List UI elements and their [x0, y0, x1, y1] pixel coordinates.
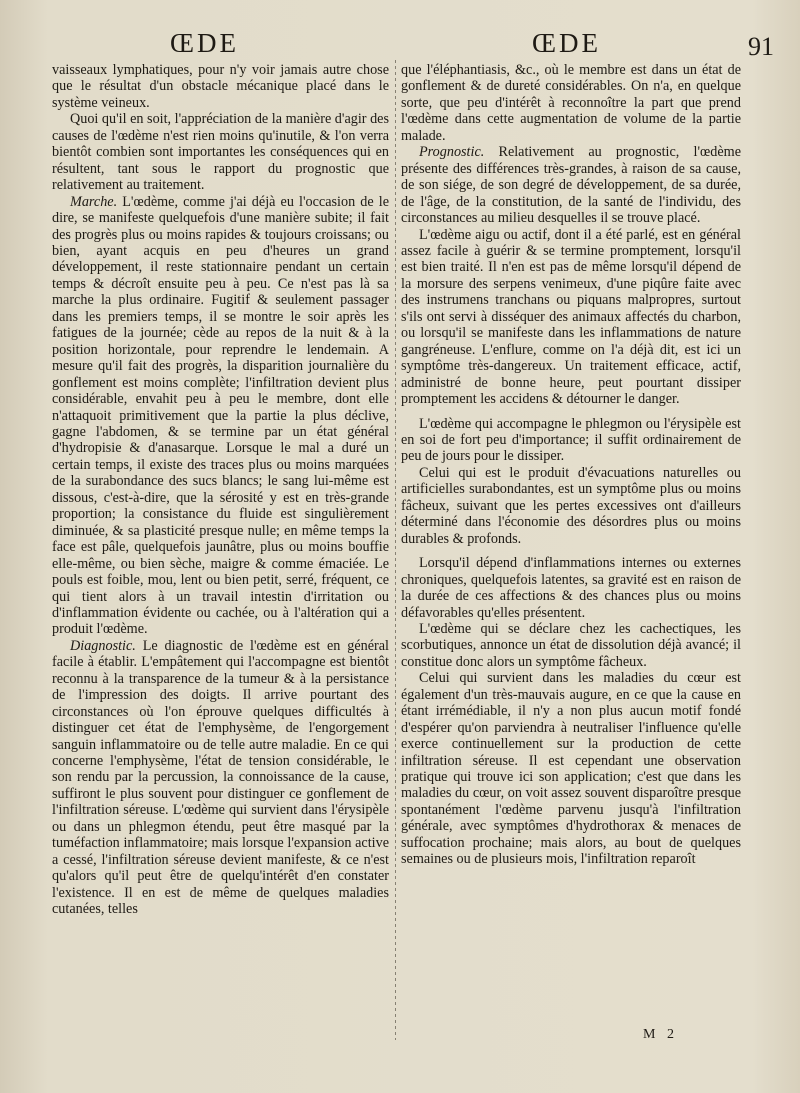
section-lead: Marche.	[70, 193, 118, 210]
signature-mark: M 2	[643, 1027, 678, 1042]
paragraph: Quoi qu'il en soit, l'appréciation de la manière d'agir des causes de l'œdème n'est rien moins qu'inutile, & l'on verra bientôt combien sont importantes les conséquences qui en résultent, tant sous le rapport du prognostic que relativement au traitement.	[52, 111, 389, 194]
running-title-left: ŒDE	[170, 28, 239, 58]
paragraph: vaisseaux lymphatiques, pour n'y voir jamais autre chose que le résultat d'un obstacle mécanique placé dans le système veineux.	[52, 62, 389, 111]
column-divider	[395, 60, 396, 1040]
paragraph: Celui qui est le produit d'évacuations naturelles ou artificielles surabondantes, est un symptôme plus ou moins fâcheux, suivant que les pertes excessives ont d'ailleurs déterminé dans l'économie des désordres plus ou moins durables & profonds.	[401, 464, 741, 547]
left-column	[52, 62, 389, 918]
right-column	[401, 62, 741, 868]
running-title-right: ŒDE	[532, 28, 601, 58]
section-lead: Prognostic.	[419, 144, 485, 161]
paragraph-marche: Marche. L'œdème, comme j'ai déjà eu l'occasion de le dire, se manifeste quelquefois d'une manière subite; il fait des progrès plus ou moins rapides & toujours croissans; ou bien, ayant acquis en peu d'heures un grand développement, il reste stationnaire pendant un certain temps & décroît ensuite peu à peu. Ce n'est pas là sa marche la plus ordinaire. Fugitif & seulement passager dans les premiers temps, il se montre le soir après les fatigues de la journée; cède au repos de la nuit & à la position horizontale, pour reprendre le lendemain. A mesure qu'il fait des progrès, la disparition journalière du gonflement est moins complète; l'infiltration devient plus considérable, envahit peu à peu le membre, dont elle n'attaquoit primitivement que la partie la plus déclive, gagne l'abdomen, & se termine par un état général d'hydropisie & d'anasarque. Lorsque le mal a duré un certain temps, il existe des traces plus ou moins marquées de la surabondance des sucs blancs; le sang lui-même est dissous, c'est-à-dire, que la sérosité y est en très-grande proportion; la consistance du fluide est singulièrement diminuée, & sa plasticité presque nulle; en même temps la face est pâle, quelquefois jaunâtre, plus ou moins bouffie elle-même, ou bien sèche, maigre & comme émaciée. Le pouls est foible, mou, lent ou bien petit, serré, fréquent, ce qui tient alors à un travail intestin d'irritation ou d'inflammation évidente ou cachée, ou à l'altération qui a produit l'œdème.	[52, 193, 389, 638]
paragraph: Celui qui survient dans les maladies du cœur est également d'un très-mauvais augure, en ce que la cause en étant irrémédiable, il n'y a non plus aucun motif fondé d'espérer qu'on parviendra à neutraliser l'influence qu'elle exerce continuellement sur la production de cette infiltration séreuse. Il est cependant une observation pratique qui trouve ici son application; c'est que dans les maladies du cœur, on voit assez souvent disparoître presque spontanément l'œdème parvenu jusqu'à l'infiltration générale, avec symptômes d'hydrothorax & menaces de suffocation prochaine; mais alors, au bout de quelques semaines ou de plusieurs mois, l'infiltration reparoît	[401, 670, 741, 868]
paragraph-prognostic: Prognostic. Relativement au prognostic, l'œdème présente des différences très-grandes, à raison de sa cause, de son siége, de son degré de développement, de sa durée, de l'âge, de la constitution, de la santé de l'individu, des circonstances au milieu desquelles il se trouve placé.	[401, 144, 741, 227]
paragraph-diagnostic: Diagnostic. Le diagnostic de l'œdème est en général facile à établir. L'empâtement qui l'accompagne est bientôt reconnu à la transparence de la tumeur & à la persistance de l'impression des doigts. Il arrive pourtant des circonstances où l'on éprouve quelques difficultés à distinguer cet état de l'emphysème, de l'engorgement sanguin inflammatoire ou de telle autre maladie. En ce qui concerne l'emphysème, l'état de tension considérable, le son rendu par la percussion, la connoissance de la cause, suffiront le plus souvent pour distinguer ce gonflement de l'infiltration séreuse. L'œdème qui survient dans l'érysipèle ou dans un phlegmon étendu, peut être masqué par la tuméfaction inflammatoire; mais lorsque l'expansion active a cessé, l'infiltration séreuse devient manifeste, & ce n'est qu'alors qu'il peut être de quelqu'intérêt d'en constater l'existence. Il en est de même de quelques maladies cutanées, telles	[52, 637, 389, 918]
section-lead: Diagnostic.	[70, 637, 136, 654]
paragraph: L'œdème qui se déclare chez les cachectiques, les scorbutiques, annonce un état de dissolution déjà avancé; il constitue donc alors un symptôme fâcheux.	[401, 620, 741, 670]
paragraph: L'œdème aigu ou actif, dont il a été parlé, est en général assez facile à guérir & se termine promptement, lorsqu'il est bien traité. Il n'en est pas de même lorsqu'il dépend de la morsure des serpens venimeux, d'une piqûre faite avec des instrumens tranchans ou piquans malpropres, surtout s'ils ont servi à disséquer des animaux affectés du charbon, ou lorsqu'il se manifeste dans les inflammations de nature gangréneuse. L'enflure, comme on l'a déjà dit, est ici un symptôme très-dangereux. Un traitement efficace, actif, administré de bonne heure, peut pourtant dissiper promptement les accidens & détourner le danger.	[401, 226, 741, 408]
paragraph: L'œdème qui accompagne le phlegmon ou l'érysipèle est en soi de fort peu d'importance; il suffit ordinairement de peu de jours pour le dissiper.	[401, 415, 741, 465]
page-number: 91	[748, 32, 774, 61]
paragraph: Lorsqu'il dépend d'inflammations internes ou externes chroniques, quelquefois latentes, sa gravité est en raison de la durée de ces affections & des chances plus ou moins défavorables qu'elles présentent.	[401, 555, 741, 621]
paragraph: que l'éléphantiasis, &c., où le membre est dans un état de gonflement & de dureté considérables. On n'a, en quelque sorte, que peu d'intérêt à reconnoître la part que prend l'œdème dans cette augmentation de volume de la partie malade.	[401, 62, 741, 144]
